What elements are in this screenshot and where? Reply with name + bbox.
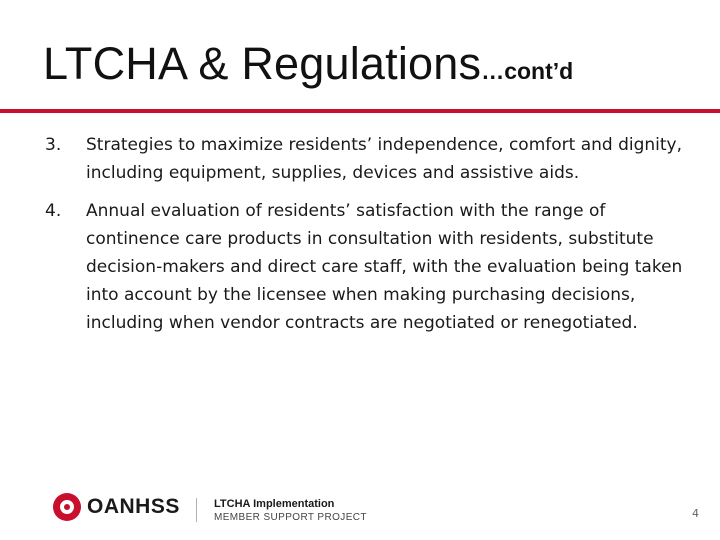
list-item-number: 4. [45,201,62,221]
list-item-number: 3. [45,135,62,155]
slide-title [43,36,573,99]
footer-separator [196,498,197,522]
numbered-list [45,131,685,347]
footer-logo [53,493,180,521]
title-suffix: …cont’d [481,58,574,84]
list-item-text: Strategies to maximize residents’ independence, comfort and dignity, including equipment, supplies, devices and assistive aids. [86,135,683,183]
list-item [45,131,685,187]
list-item-text: Annual evaluation of residents’ satisfaction with the range of continence care products in consultation with residents, substitute decision-makers and direct care staff, with the evaluation being taken into account by the licensee when making purchasing decisions, including when vendor contracts are negotiated or renegotiated. [86,201,683,333]
title-main: LTCHA & Regulations [43,38,482,89]
program-subtitle: MEMBER SUPPORT PROJECT [214,512,367,523]
oanhss-seal-icon [53,493,81,521]
page-number: 4 [692,507,699,520]
title-divider [0,109,720,113]
program-label [214,498,367,524]
list-item [45,197,685,337]
org-name: OANHSS [87,495,180,518]
program-title: LTCHA Implementation [214,498,335,510]
